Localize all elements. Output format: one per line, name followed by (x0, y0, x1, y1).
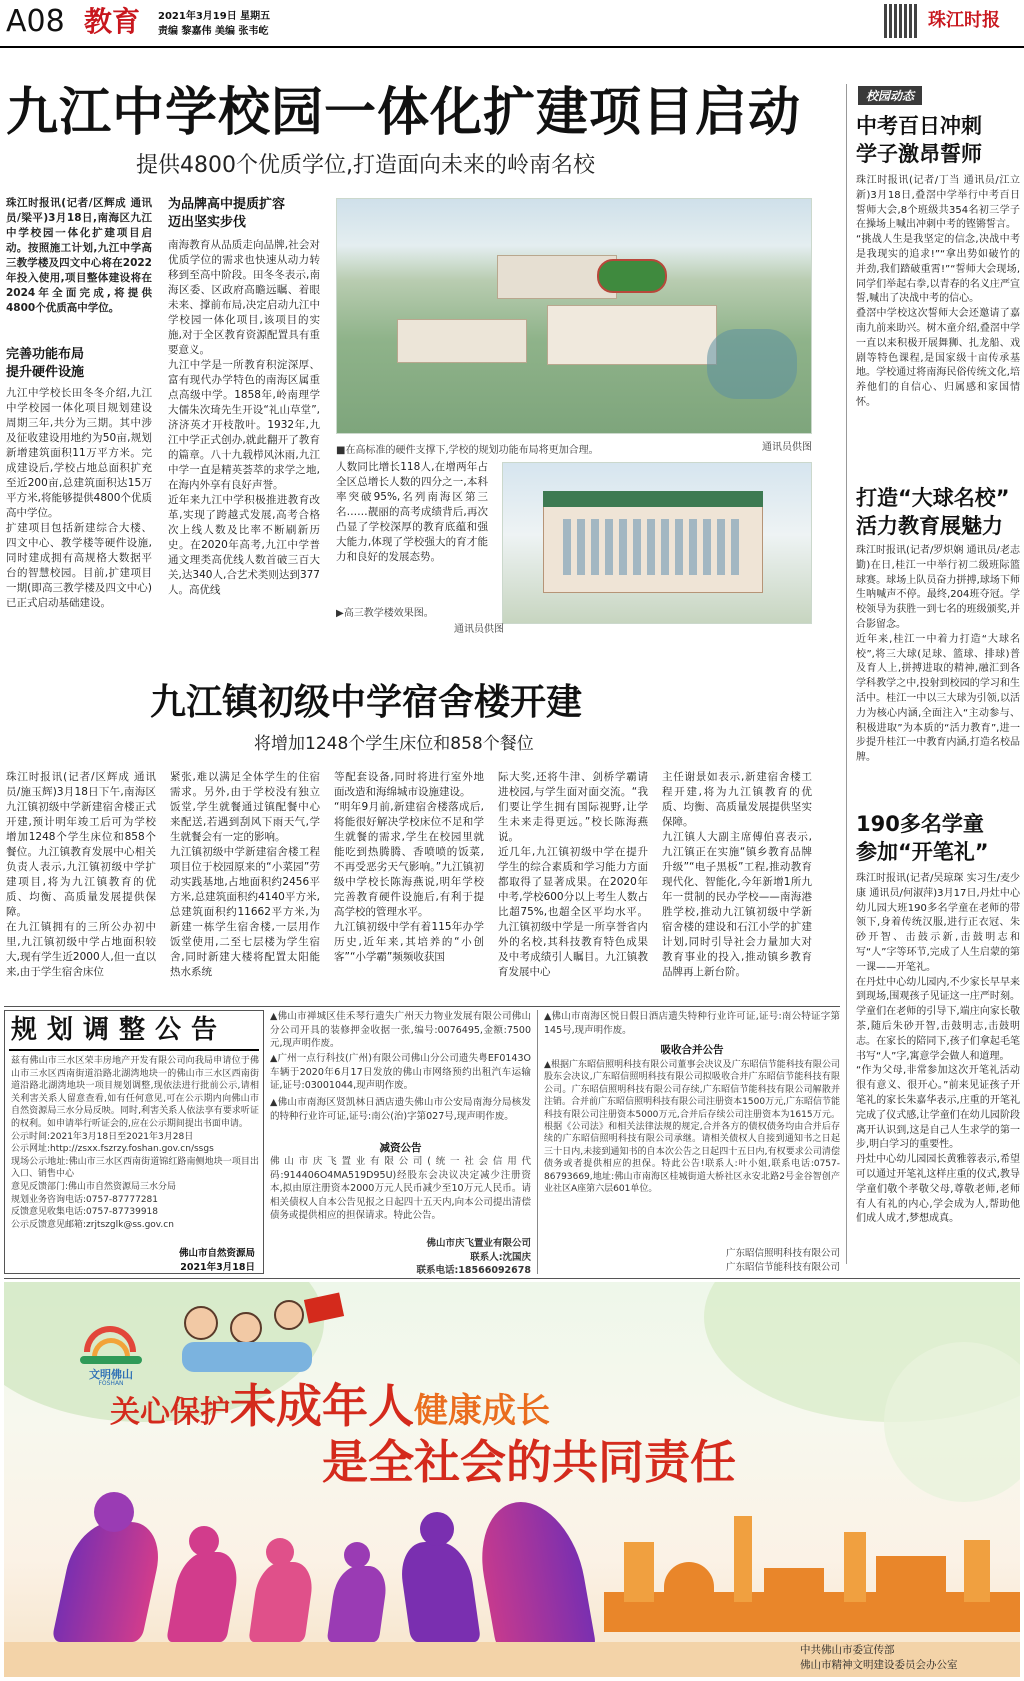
slogan-part-2: 未成年人 (230, 1379, 414, 1433)
merger-notice-body: ▲根据广东昭信照明科技有限公司董事会决议及广东昭信节能科技有限公司股东会决议,广东昭信照明科技有限公司拟吸收合并广东昭信节能科技有限公司。广东昭信照明科技有限公司存续,广东昭信节能科技有限公司解散并注销。合并前广东昭信照明科技有限公司注册资本1500万元,广东昭信节能科技有限公司注册资本5000万元,合并后存续公司注册资本为1615万元。根据《公司法》和相关法律法规的规定,合并各方的债权债务均由合并后存续的广东昭信照明科技有限公司承继。请相关债权人自接到通知书之日起三十日内,未接到通知书的自本次公告之日起四十五日内,有权要求公司清偿债务或者提供相应的担保。特此公告!联系人:叶小姐,联系电话:0757-86793669,地址:佛山市南海区桂城街道大桥社区永安北路2号金谷智创产业社区A座第六层601单位。 (544, 1060, 840, 1195)
subheadline-2: 将增加1248个学生床位和858个餐位 (254, 734, 534, 754)
qr-code-icon (884, 4, 918, 38)
article1-subhead-1: 完善功能布局 提升硬件设施 (6, 347, 85, 380)
capital-reduction-signature: 佛山市庆飞置业有限公司 联系人:沈国庆 联系电话:18566092678 (416, 1238, 531, 1277)
article2-column-3: 等配套设备,同时将进行室外地面改造和海绵城市设施建设。 “明年9月前,新建宿舍楼落成后,将能很好解决学校床位不足和学生就餐的需求,学生在校园里就能吃到热腾腾、香喷喷的饭菜,不再受恶劣天气影响。”九江镇初级中学校长陈海燕说,明年学校完善教育硬件设施后,有利于提高学校的管理水平。 九江镇初级中学有着115年办学历史,近年来,其培养的“小创客”“小学霸”频频收获国 (334, 771, 484, 963)
photo-credit: 通讯员供图 (762, 442, 812, 453)
teaching-building-rendering (502, 462, 812, 624)
banner-top-rule (4, 1278, 1020, 1279)
sidebar-tag: 校园动态 (858, 86, 922, 105)
slogan-part-1: 关心保护 (110, 1395, 230, 1430)
sidebar-story-2-headline: 打造“大球名校” 活力教育展魅力 (856, 486, 1010, 538)
headline-1: 九江中学校园一体化扩建项目启动 (6, 83, 802, 143)
capital-reduction-title: 减资公告 (379, 1142, 422, 1154)
photo-credit-2: 通讯员供图 (454, 624, 504, 635)
logo-subtext: FOSHAN (98, 1380, 124, 1387)
public-service-banner (4, 1282, 1020, 1677)
article1-column-3: 人数同比增长118人,在增两年占全区总增长人数的四分之一,本科率突破95%,名列南海区第三名……靓丽的高考成绩背后,再次凸显了学校深厚的教育底蕴和强大能力,体现了学校强大的育才能力和良好的发展态势。 (336, 461, 488, 563)
merger-notice-signature: 广东昭信照明科技有限公司 广东昭信节能科技有限公司 (725, 1248, 840, 1273)
sidebar-story-3-headline: 190多名学童 参加“开笔礼” (856, 812, 989, 864)
classifieds-column-2 (544, 1010, 840, 1274)
article1-column-1: 九江中学校长田冬冬介绍,九江中学校园一体化项目规划建设周期三年,共分为三期。其中涉及征收建设用地约为50亩,规划新增建筑面积11万平方米。完成建设后,学校占地总面积扩充至近200亩,总建筑面积达15万平方米,将能够提供4800个优质高中学位。 扩建项目包括新建综合大楼、四文中心、教学楼等硬件设施,同时建成拥有高规格大数据平台的智慧校园。目前,扩建项目一期(即高三教学楼及四文中心)已正式启动基础建设。 (6, 387, 152, 609)
sidebar-story-3-body: 珠江时报讯(记者/吴琼琛 实习生/麦少康 通讯员/何淑萍)3月17日,丹灶中心幼儿园大班190多名学童在老师的带领下,身着传统汉服,进行正衣冠、朱砂开智、击鼓示新,击鼓明志和写“人”字等环节,完成了人生启蒙的第一课——开笔礼。 在丹灶中心幼儿园内,不少家长早早来到现场,围观孩子见证这一庄严时刻。学童们在老师的引导下,端庄向家长敬茶,随后朱砂开智,击鼓明志,击鼓明志。在家长的陪同下,孩子们拿起毛笔书写“人”字,寓意学会做人和道理。 “作为父母,非常参加这次开笔礼活动很有意义、很开心。”前来见证孩子开笔礼的家长朱嘉华表示,庄重的开笔礼完成了仪式感,让学童们在幼儿园阶段离开认识到,这是自己人生求学的第一步,明白学习的重要性。 丹灶中心幼儿园园长黄雅蓉表示,希望可以通过开笔礼这样庄重的仪式,教导学童们敬个孝敬父母,尊敬老师,老师有人有礼的内心,学会成为人,帮助他们成人成才,梦想成真。 (856, 873, 1020, 1225)
sidebar-story-2-body: 珠江时报讯(记者/罗炽娴 通讯员/老志勤)在日,桂江一中举行初二级班际篮球赛。球场上队员奋力拼搏,球场下师生呐喊声不停。最终,204班夺冠。学校领导为获胜一到七名的班级颁奖,并合影留念。 近年来,桂江一中着力打造“大球名校”,将三大球(足球、篮球、排球)普及育人上,拼搏进取的精神,融汇到各学科教学之中,投射到校园的学习和生活中。桂江一中以三大球为引领,以活力为核心内涵,全面注入“主动参与、积极进取”为本质的“活力教育”,进一步提升桂江一中教育内涵,打造名校品牌。 (856, 545, 1020, 764)
page-date: 2021年3月19日 星期五 (158, 11, 271, 22)
slogan-part-3: 健康成长 (414, 1391, 550, 1431)
notices-top-rule (4, 1006, 840, 1007)
campus-aerial-rendering (336, 198, 812, 434)
page-number: A08 (6, 4, 65, 39)
sponsor-2: 佛山市精神文明建设委员会办公室 (800, 1659, 958, 1671)
notice-title-rule (9, 1049, 259, 1051)
sidebar-divider (846, 84, 847, 1264)
planning-notice (4, 1010, 264, 1274)
sidebar-story-1-headline: 中考百日冲刺 学子激昂誓师 (856, 114, 982, 166)
headline-2: 九江镇初级中学宿舍楼开建 (150, 682, 583, 723)
newspaper-logo: 珠江时报 (928, 10, 1000, 31)
notice-body: 兹有佛山市三水区荣丰房地产开发有限公司向我局申请位于佛山市三水区西南街道沿路北湖湾地块一的佛山市三水区西南街道沿路北湖湾地块一项目规划调整,现依法进行批前公示,请相关利害关系人留意查看,如有任何意见,可在公示期内向佛山市自然资源局三水分局反映。同时,利害关系人依法享有要求听证的权利。如申请举行听证会的,应在公示期间提出书面申请。 公示时间:2021年3月18日至2021年3月28日 公示网址:http://zsxx.fszrzy.foshan.gov.cn/ssgs 现场公示地址:佛山市三水区西南街道锦红路南侧地块一项目出入口、销售中心 意见反馈部门:佛山市自然资源局三水分局 规划业务咨询电话:0757-87777281 反馈意见收集电话:0757-87739918 公示反馈意见邮箱:zrjtszglk@ss.gov.cn (11, 1056, 259, 1230)
notice-signature: 佛山市自然资源局 (178, 1248, 255, 1259)
slogan-line-1 (110, 1370, 850, 1436)
article2-column-2: 紧张,难以满足全体学生的住宿需求。另外,由于学校没有独立饭堂,学生就餐通过镇配餐中心来配送,若遇到刮风下雨天气,学生就餐会有一定的影响。 九江镇初级中学新建宿舍楼工程项目位于校园原来的“小菜园”劳动实践基地,占地面积约2456平方米,总建筑面积约4140平方米,总建筑面积约11662平方米,为新建一栋学生宿舍楼,一层用作饭堂使用,二至七层楼为学生宿舍,同时新建大楼将配置太阳能热水系统 (170, 771, 320, 978)
article2-column-1: 珠江时报讯(记者/区辉成 通讯员/施玉辉)3月18日下午,南海区九江镇初级中学新建宿舍楼正式开建,预计明年竣工后可为学校增加1248个学生床位和858个餐位。九江镇教育发展中心相关负责人表示,九江镇初级中学扩建项目,将为九江镇教育的优质、均衡、高质量发展提供保障。 在九江镇拥有的三所公办初中里,九江镇初级中学占地面积较大,现有学生近2000人,但一直以来,由于学生宿舍床位 (6, 771, 156, 978)
caption-text: ■在高标准的硬件支撑下,学校的规划功能布局将更加合理。 (336, 445, 599, 456)
classified-ad: ▲佛山市南海区悦日假日酒店遗失特种行业许可证,证号:南公特证字第145号,现声明作废。 (544, 1011, 840, 1036)
notice-date: 2021年3月18日 (180, 1262, 255, 1273)
masthead (0, 0, 1024, 46)
photo-caption-1 (336, 438, 812, 456)
article1-column-2: 南海教育从品质走向品牌,社会对优质学位的需求也快速从动力转移到至高中阶段。田冬冬表示,南海区委、区政府高瞻远瞩、着眼未来、撑前布局,决定启动九江中学校园一体化项目,该项目的实施,对于全区教育资源配置具有重要意义。 九江中学是一所教育积淀深厚、富有现代办学特色的南海区属重点高级中学。1858年,岭南理学大儒朱次琦先生开设“礼山草堂”,济济英才开枝散叶。1932年,九江中学正式创办,就此翻开了教育的篇章。八十九载栉风沐雨,九江中学一直是精英荟萃的求学之地,在海内外享有良好声誉。 近年来九江中学积极推进教育改革,实现了跨越式发展,高考合格次上线人数及比率不断刷新历史。在2020年高考,九江中学普通文理类高优线人数首破三百大关,达340人,合艺术类则达到377人。高优线 (168, 239, 320, 596)
section-name: 教育 (84, 5, 141, 38)
capital-reduction-body: 佛山市庆飞置业有限公司(统一社会信用代码:914406O4MA519D95U)经股东会决议决定减少注册资本,拟由原注册资本2000万元人民币减少至10万元人民币。请相关债权人自本公告见报之日起四十五天内,向本公司提出清偿债务或提供相应的担保请求。特此公告。 (270, 1156, 531, 1222)
merger-notice-title: 吸收合并公告 (660, 1044, 724, 1056)
article1-lead: 珠江时报讯(记者/区辉成 通讯员/梁平)3月18日,南海区九江中学校园一体化扩建项目启动。按照施工计划,九江中学高三教学楼及四文中心将在2022年投入使用,项目整体建设将在2024年全面完成,将提供4800个优质高中学位。 (6, 197, 152, 314)
sponsor-1: 中共佛山市委宣传部 (800, 1644, 895, 1656)
subheadline-1: 提供4800个优质学位,打造面向未来的岭南名校 (136, 153, 595, 178)
classified-ad: ▲佛山市禅城区佳禾琴行遗失广州天力物业发展有限公司佛山分公司开具的装修押金收据一张,编号:0076495,金额:7500元,现声明作废。 (270, 1011, 531, 1050)
article2-column-4: 际大奖,还将牛津、剑桥学霸请进校园,与学生面对面交流。“我们要让学生拥有国际视野,让学生未来走得更远。”校长陈海燕说。 近几年,九江镇初级中学在提升学生的综合素质和学习能力方面都取得了显著成果。在2020年中考,学校600分以上考生人数占比超75%,也超全区平均水平。九江镇初级中学是一所享誉省内外的名校,其科技教育特色成果及中考成绩引人瞩目。九江镇教育发展中心 (498, 771, 648, 978)
logo-text: 文明佛山 (89, 1368, 133, 1381)
photo-caption-2: ▶高三教学楼效果图。 (336, 608, 434, 619)
slogan-line-2: 是全社会的共同责任 (322, 1435, 736, 1489)
classifieds-column-1 (270, 1010, 538, 1277)
sidebar-story-1-body: 珠江时报讯(记者/丁当 通讯员/江立新)3月18日,叠滘中学举行中考百日誓师大会,8个班级共354名初三学子在操场上喊出冲刺中考的铿锵誓言。 “挑战人生是我坚定的信念,决战中考是我现实的追求!”“拿出势如破竹的并劲,我们踏破重霄!”“誓师大会现场,同学们举起右拳,以青春的名义庄严宣誓,喊出了决战中考的信心。 叠滘中学校这次誓师大会还邀请了嘉南九前来助兴。树木童介绍,叠滘中学一直以来积极开展舞狮、扎龙船、戏剧等特色课程,是国家级十亩传承基地。学校通过将南海民俗传统文化,培养他们的自信心、归属感和家国情怀。 (856, 175, 1020, 408)
article1-subhead-2: 为品牌高中提质扩容 迈出坚实步伐 (168, 197, 286, 230)
masthead-rule (0, 46, 1024, 48)
page-editors: 责编 黎嘉伟 美编 张韦屹 (158, 26, 269, 37)
classified-ad: ▲佛山市南海区贤凯林日酒店遗失佛山市公安局南海分局核发的特种行业许可证,证号:南公(治)字第027号,现声明作废。 (270, 1097, 531, 1122)
classified-ad: ▲广州一点行科技(广州)有限公司佛山分公司遗失粤EF0143O车辆于2020年6月17日发放的佛山市网络预约出租汽车运输证,证号:03001044,现声明作废。 (270, 1053, 531, 1092)
city-skyline (604, 1512, 1020, 1632)
notice-title: 规划调整公告 (11, 1015, 228, 1045)
article2-column-5: 主任谢景如表示,新建宿舍楼工程开建,将为九江镇教育的优质、均衡、高质量发展提供坚实保障。 九江镇人大副主席傅伯喜表示,九江镇正在实施“镇乡教育品牌升级”“电子黑板”工程,推动教育现代化、智能化,今年新增1所九年一贯制的民办学校——南海港胜学校,推动九江镇初级中学新宿舍楼的建设和石江小学的扩建计划,同时引导社会力量加大对教育事业的投入,推动镇乡教育品牌再上新台阶。 (662, 771, 812, 978)
